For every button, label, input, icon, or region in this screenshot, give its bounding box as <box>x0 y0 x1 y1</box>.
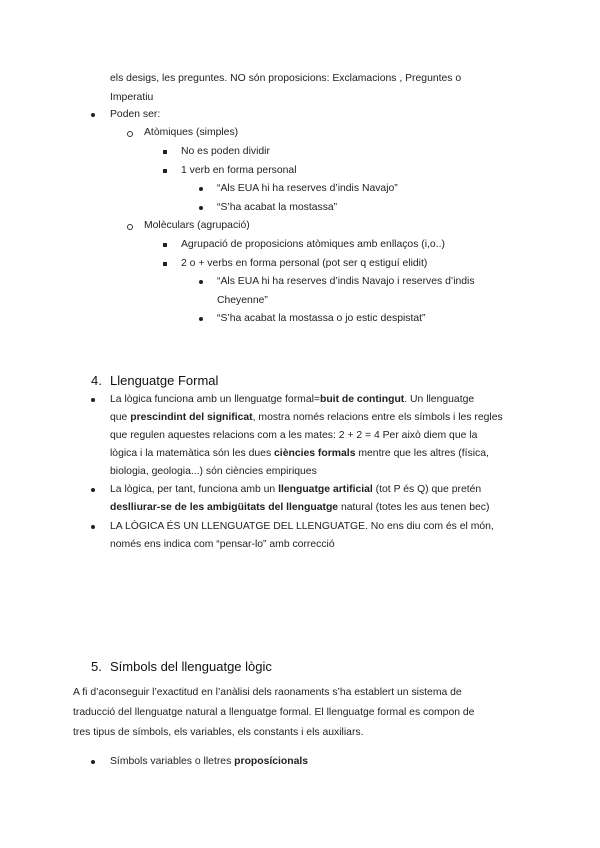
atomiques-example-2: “S’ha acabat la mostassa” <box>217 202 338 213</box>
s4-p3-line-2: només ens indica com “pensar-lo” amb correcció <box>110 539 335 550</box>
bullet-dot <box>91 398 95 402</box>
poden-ser: Poden ser: <box>110 109 161 120</box>
moleculars-example-2: “S’ha acabat la mostassa o jo estic despistat” <box>217 313 426 324</box>
s4-p1-line-3: que regulen aquestes relacions com a les mates: 2 + 2 = 4 Per això diem que la <box>110 430 478 441</box>
bullet-dot <box>91 488 95 492</box>
moleculars-example-1-line-2: Cheyenne” <box>217 295 268 306</box>
section-4-title: Llenguatge Formal <box>110 373 219 388</box>
s4-p1-line-4: lògica i la matemàtica són les dues ciències formals mentre que les altres (física, <box>110 448 489 459</box>
bullet-dot <box>199 187 203 191</box>
moleculars-item-1: Agrupació de proposicions atòmiques amb enllaços (i,o..) <box>181 239 445 250</box>
s4-p3-line-1: LA LÒGICA ÉS UN LLENGUATGE DEL LLENGUATGE. No ens diu com és el món, <box>110 521 494 532</box>
section-5-title: Símbols del llenguatge lògic <box>110 659 272 674</box>
atomiques-title: Atòmiques (simples) <box>144 127 239 138</box>
moleculars-title: Molèculars (agrupació) <box>144 220 250 231</box>
moleculars-item-2: 2 o + verbs en forma personal (pot ser q estiguí elidit) <box>181 258 428 269</box>
bullet-dot <box>199 206 203 210</box>
bullet-square <box>163 243 167 247</box>
bullet-circle <box>127 224 133 230</box>
bullet-dot <box>199 317 203 321</box>
section-4-number: 4. <box>91 373 102 388</box>
intro-line-2: Imperatiu <box>110 92 154 103</box>
atomiques-item-1: No es poden dividir <box>181 146 270 157</box>
s4-p2-line-2: deslliurar-se de les ambigüitats del llenguatge natural (totes les aus tenen bec) <box>110 502 490 513</box>
bullet-square <box>163 169 167 173</box>
bullet-square <box>163 262 167 266</box>
s4-p1-line-1: La lògica funciona amb un llenguatge formal=buit de contingut. Un llenguatge <box>110 394 475 405</box>
s4-p1-line-5: biologia, geologia...) són ciències empiriques <box>110 466 317 477</box>
s5-para-line-3: tres tipus de símbols, els variables, els constants i els auxiliars. <box>73 727 364 738</box>
s5-bullet-1: Símbols variables o lletres proposícionals <box>110 756 309 767</box>
intro-line-1: els desigs, les preguntes. NO són proposicions: Exclamacions , Preguntes o <box>110 73 462 84</box>
bullet-square <box>163 150 167 154</box>
s5-para-line-1: A fi d’aconseguir l’exactitud en l’anàlisi dels raonaments s’ha establert un sistema de <box>73 687 462 698</box>
s5-para-line-2: traducció del llenguatge natural a llenguatge formal. El llenguatge formal es compon de <box>73 707 475 718</box>
s4-p1-line-2: que prescindint del significat, mostra només relacions entre els símbols i les regles <box>110 412 503 423</box>
s4-p2-line-1: La lògica, per tant, funciona amb un llenguatge artificial (tot P és Q) que pretén <box>110 484 482 495</box>
bullet-dot <box>91 760 95 764</box>
section-5-number: 5. <box>91 659 102 674</box>
moleculars-example-1-line-1: “Als EUA hi ha reserves d’indis Navajo i reserves d’indis <box>217 276 475 287</box>
bullet-dot <box>199 280 203 284</box>
atomiques-example-1: “Als EUA hi ha reserves d’indis Navajo” <box>217 183 398 194</box>
atomiques-item-2: 1 verb en forma personal <box>181 165 297 176</box>
bullet-dot <box>91 113 95 117</box>
bullet-dot <box>91 525 95 529</box>
bullet-circle <box>127 131 133 137</box>
